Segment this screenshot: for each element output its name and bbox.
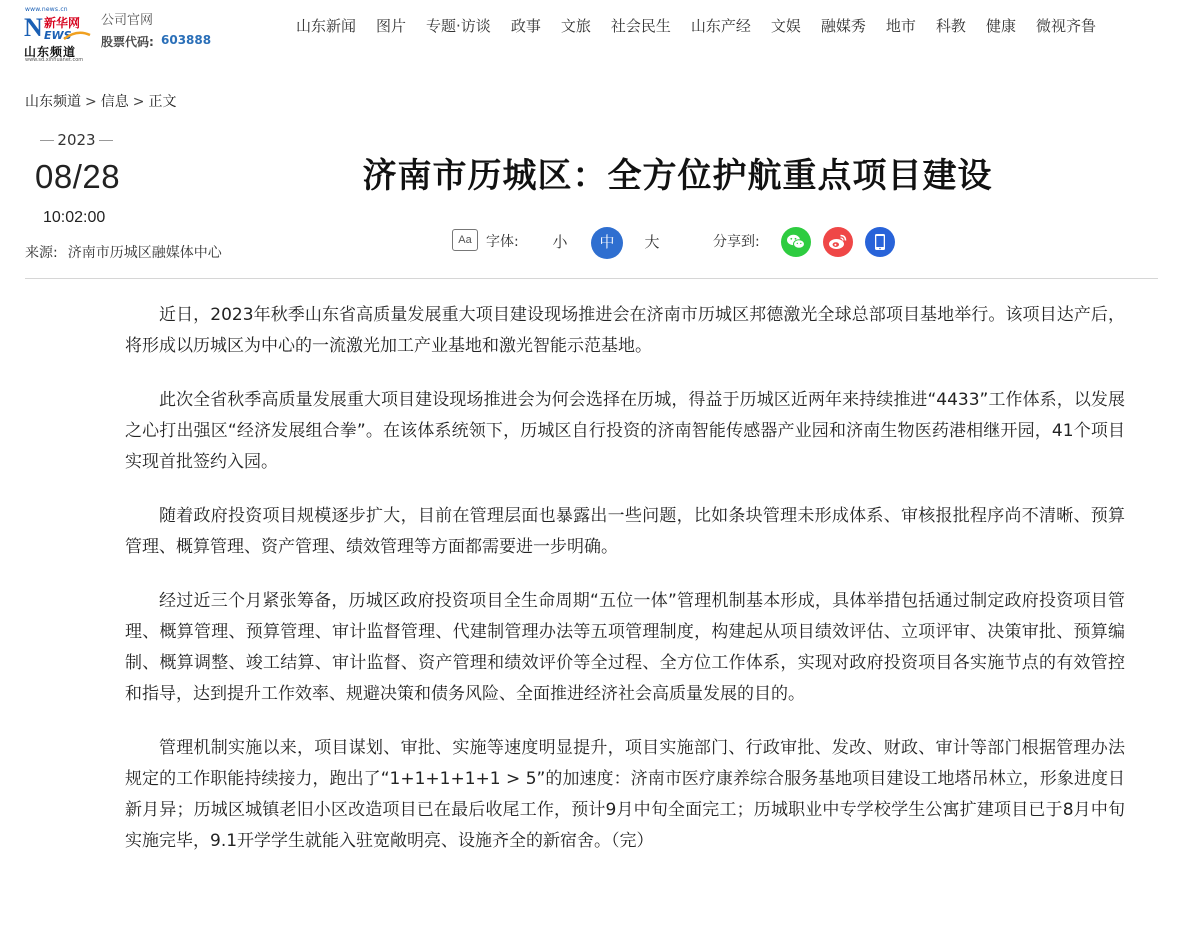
breadcrumb bbox=[25, 91, 176, 111]
wechat-icon bbox=[781, 227, 811, 257]
site-logo[interactable] bbox=[22, 6, 94, 64]
share-wechat-button[interactable] bbox=[781, 227, 811, 257]
stock-label: 股票代码: bbox=[101, 35, 154, 49]
publish-time: 10:02:00 bbox=[43, 209, 106, 226]
mobile-phone-icon bbox=[865, 227, 895, 257]
breadcrumb-info[interactable]: 信息 bbox=[100, 94, 129, 110]
font-size-small-button[interactable]: 小 bbox=[552, 233, 568, 251]
article-paragraph: 经过近三个月紧张筹备，历城区政府投资项目全生命周期“五位一体”管理机制基本形成，具体举措包括通过制定政府投资项目管理、概算管理、预算管理、审计监督管理、代建制管理办法等五项管理制度，构建起从项目绩效评估、立项评审、决策审批、预算编制、概算调整、竣工结算、审计监督、资产管理和绩效评价等全过程、全方位工作体系，实现对政府投资项目各实施节点的有效管控和指导，达到提升工作效率、规避决策和债务风险、全面推进经济社会高质量发展的目的。 bbox=[125, 591, 1125, 704]
source-value: 济南市历城区融媒体中心 bbox=[67, 245, 222, 261]
publish-month-day: 08/28 bbox=[35, 158, 121, 195]
share-weibo-button[interactable] bbox=[823, 227, 853, 257]
article-paragraph: 此次全省秋季高质量发展重大项目建设现场推进会为何会选择在历城，得益于历城区近两年来持续推进“4433”工作体系，以发展之心打出强区“经济发展组合拳”。在该体系统领下，历城区自行投资的济南智能传感器产业园和济南生物医药港相继开园，41个项目实现首批签约入园。 bbox=[125, 390, 1125, 472]
company-link[interactable]: 公司官网 bbox=[101, 13, 154, 28]
year-divider-right bbox=[99, 140, 113, 141]
breadcrumb-separator: > bbox=[85, 94, 97, 110]
source-label: 来源: bbox=[25, 245, 58, 261]
nav-item-shandong-news[interactable]: 山东新闻 bbox=[296, 17, 357, 35]
share-label: 分享到: bbox=[713, 234, 760, 250]
nav-item-entertainment[interactable]: 文娱 bbox=[770, 17, 801, 35]
font-size-icon: Aa bbox=[452, 229, 478, 251]
article-title: 济南市历城区：全方位护航重点项目建设 bbox=[362, 156, 993, 196]
nav-item-media-show[interactable]: 融媒秀 bbox=[820, 17, 866, 35]
logo-sub-url: www.sd.xinhuanet.com bbox=[25, 57, 84, 63]
nav-item-micro-video[interactable]: 微视齐鲁 bbox=[1035, 17, 1096, 35]
breadcrumb-channel[interactable]: 山东频道 bbox=[25, 94, 81, 110]
share-mobile-button[interactable] bbox=[865, 227, 895, 257]
article-paragraph: 随着政府投资项目规模逐步扩大，目前在管理层面也暴露出一些问题，比如条块管理未形成体系、审核报批程序尚不清晰、预算管理、概算管理、资产管理、绩效管理等方面都需要进一步明确。 bbox=[125, 506, 1125, 557]
article-body bbox=[125, 300, 1125, 880]
main-nav bbox=[286, 15, 1106, 37]
font-size-large-button[interactable]: 大 bbox=[644, 233, 660, 251]
font-size-medium-button[interactable]: 中 bbox=[591, 227, 623, 259]
nav-item-education[interactable]: 科教 bbox=[935, 17, 966, 35]
nav-item-culture-travel[interactable]: 文旅 bbox=[560, 17, 591, 35]
site-header bbox=[0, 0, 1183, 70]
logo-swoosh-icon bbox=[62, 31, 92, 41]
publish-year: 2023 bbox=[57, 131, 96, 149]
logo-letter: N bbox=[24, 13, 43, 42]
weibo-icon bbox=[823, 227, 853, 257]
nav-item-health[interactable]: 健康 bbox=[985, 17, 1016, 35]
logo-mark bbox=[22, 14, 94, 42]
publish-year-block bbox=[40, 130, 113, 150]
nav-item-society[interactable]: 社会民生 bbox=[610, 17, 671, 35]
stock-code[interactable]: 603888 bbox=[161, 33, 212, 47]
logo-brand-cn: 新华网 bbox=[44, 16, 81, 30]
article-paragraph: 近日，2023年秋季山东省高质量发展重大项目建设现场推进会在济南市历城区邦德激光全球总部项目基地举行。该项目达产后，将形成以历城区为中心的一流激光加工产业基地和激光智能示范基地。 bbox=[125, 305, 1125, 356]
logo-channel: 山东频道 bbox=[24, 45, 77, 59]
nav-item-cities[interactable]: 地市 bbox=[885, 17, 916, 35]
breadcrumb-current: 正文 bbox=[148, 94, 177, 110]
nav-item-features[interactable]: 专题·访谈 bbox=[426, 17, 491, 35]
nav-item-politics[interactable]: 政事 bbox=[510, 17, 541, 35]
article-source bbox=[25, 242, 222, 262]
logo-url-text: www.news.cn bbox=[25, 6, 68, 13]
logo-brand-en: EWS bbox=[44, 29, 72, 42]
header-divider bbox=[25, 278, 1158, 279]
nav-item-photos[interactable]: 图片 bbox=[376, 17, 407, 35]
font-size-label: 字体: bbox=[486, 234, 519, 250]
breadcrumb-separator: > bbox=[132, 94, 145, 110]
article-paragraph: 管理机制实施以来，项目谋划、审批、实施等速度明显提升，项目实施部门、行政审批、发改、财政、审计等部门根据管理办法规定的工作职能持续接力，跑出了“1+1+1+1+1 > 5”的加速度：济南市医疗康养综合服务基地项目建设工地塔吊林立，形象进度日新月异；历城区城镇老旧小区改造项目已在最后收尾工作，预计9月中旬全面完工；历城职业中专学校学生公寓扩建项目已于8月中旬实施完毕，9.1开学学生就能入驻宽敞明亮、设施齐全的新宿舍。（完） bbox=[125, 738, 1125, 851]
nav-item-industry[interactable]: 山东产经 bbox=[690, 17, 751, 35]
